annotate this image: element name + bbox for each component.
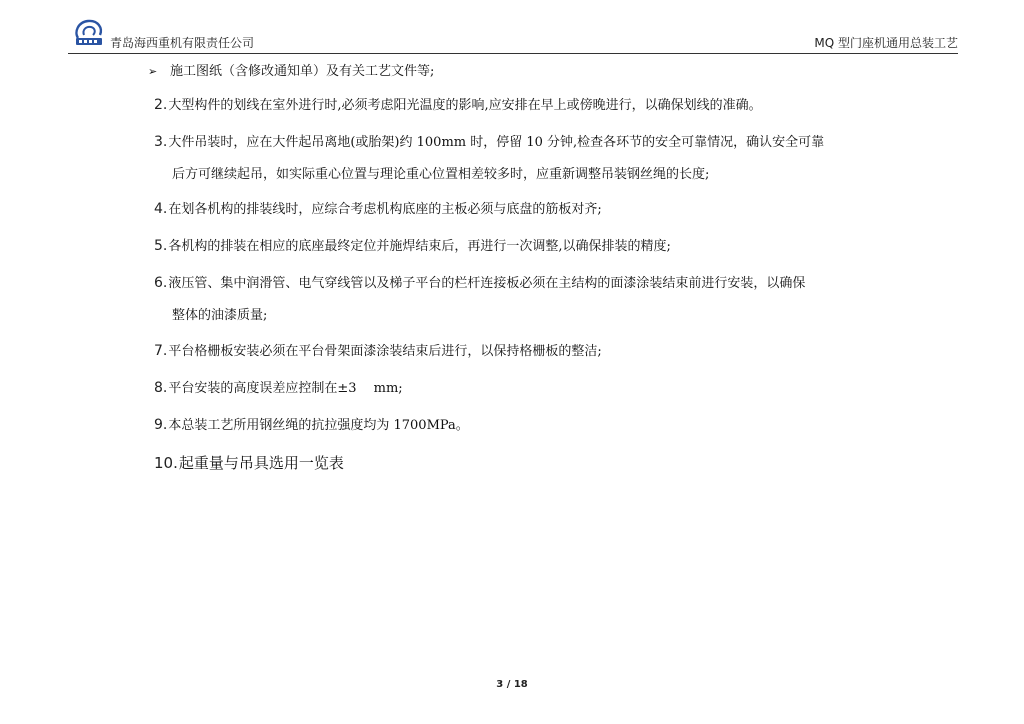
item-text: 大件吊装时，应在大件起吊离地(或胎架)约 100mm 时，停留 10 分钟,检查各环节的安全可靠情况，确认安全可靠 [168,135,825,150]
item-text: 各机构的排装在相应的底座最终定位并施焊结束后，再进行一次调整,以确保排装的精度; [168,239,671,254]
item-text: 后方可继续起吊，如实际重心位置与理论重心位置相差较多时，应重新调整吊装钢丝绳的长度; [172,167,710,182]
list-item-6 [154,272,805,291]
item-number: 5. [154,238,168,254]
page-number: 3 / 18 [496,679,528,690]
list-item-8 [154,377,403,396]
document-title: MQ 型门座机通用总装工艺 [814,36,958,50]
item-number: 9. [154,417,168,433]
item-text: 平台安装的高度误差应控制在±3 mm; [168,381,403,396]
section-number: 10. [154,454,178,472]
list-item-4 [154,198,602,217]
company-name: 青岛海西重机有限责任公司 [110,36,255,50]
arrow-bullet-icon: ➢ [148,65,158,78]
item-number: 7. [154,343,168,359]
list-item-3 [154,131,824,150]
item-number: 8. [154,380,168,396]
item-number: 6. [154,275,168,291]
item-text: 施工图纸（含修改通知单）及有关工艺文件等; [170,64,435,79]
item-number: 3. [154,134,168,150]
section-heading-10 [154,452,344,473]
item-text: 本总装工艺所用钢丝绳的抗拉强度均为 1700MPa。 [168,418,469,433]
section-title: 起重量与吊具选用一览表 [178,454,344,472]
list-item-5 [154,235,671,254]
item-text: 大型构件的划线在室外进行时,必须考虑阳光温度的影响,应安排在早上或傍晚进行，以确保划线的准确。 [168,98,762,113]
list-item-6-continuation [172,304,267,323]
item-text: 在划各机构的排装线时，应综合考虑机构底座的主板必须与底盘的筋板对齐; [168,202,602,217]
item-text: 液压管、集中润滑管、电气穿线管以及梯子平台的栏杆连接板必须在主结构的面漆涂装结束前进行安装，以确保 [168,276,806,291]
bullet-item [148,60,434,79]
list-item-2 [154,94,762,113]
item-number: 2. [154,97,168,113]
item-text: 整体的油漆质量; [172,308,268,323]
list-item-7 [154,340,602,359]
list-item-9 [154,414,469,433]
item-text: 平台格栅板安装必须在平台骨架面漆涂装结束后进行，以保持格栅板的整洁; [168,344,602,359]
list-item-3-continuation [172,163,709,182]
item-number: 4. [154,201,168,217]
